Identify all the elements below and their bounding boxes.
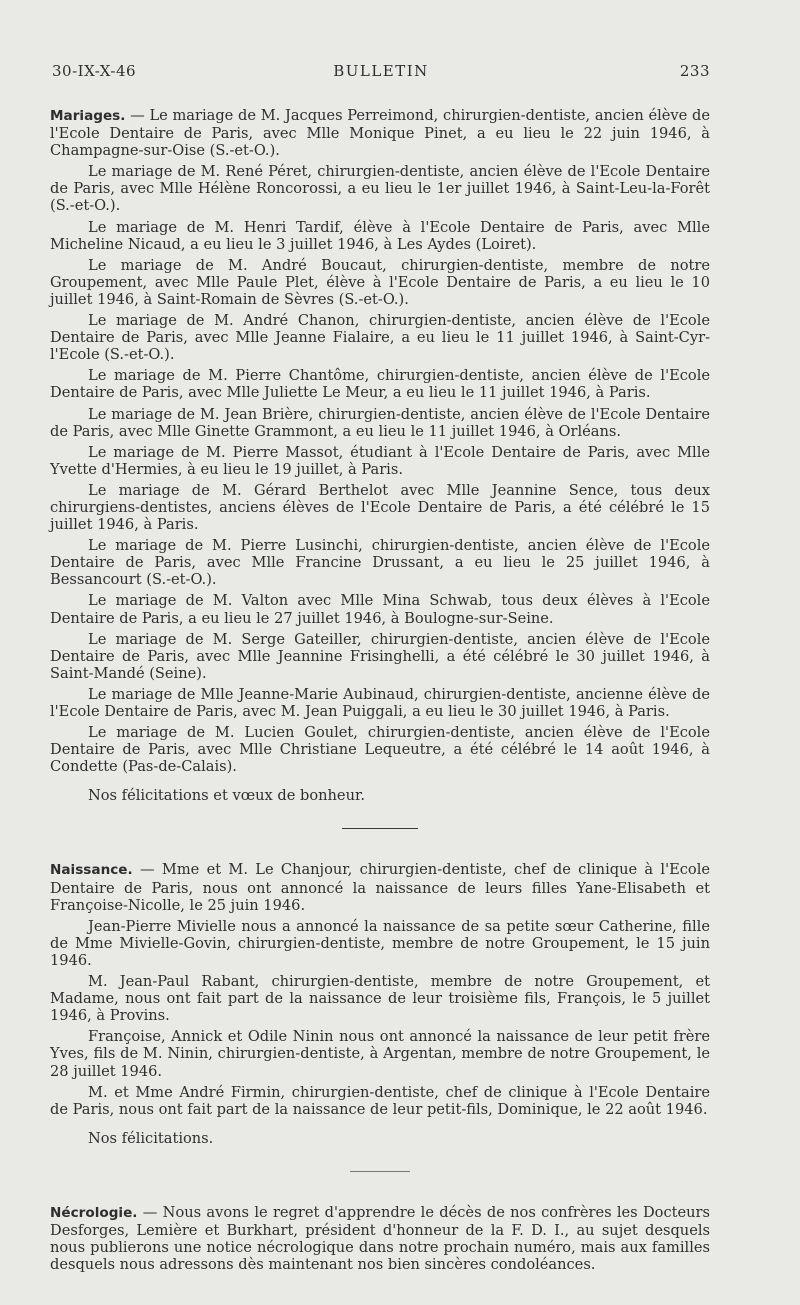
mariages-paragraph: Le mariage de M. Valton avec Mlle Mina Schwab, tous deux élèves à l'Ecole Dentaire de Paris, a eu lieu le 27 juillet 1946, à Boulogne-sur-Seine. <box>50 592 710 627</box>
naissance-paragraph: Françoise, Annick et Odile Ninin nous ont annoncé la naissance de leur petit frère Yves, fils de M. Ninin, chirurgien-dentiste, à Argentan, membre de notre Groupement, le 28 juillet 1946. <box>50 1028 710 1080</box>
page-header <box>52 62 710 84</box>
document-body: Mariages. — Le mariage de M. Jacques Perreimond, chirurgien-dentiste, ancien élève de l'Ecole Dentaire de Paris, avec Mlle Monique Pinet, a eu lieu le 22 juin 1946, à Champagne-sur-Oise (S.-et-O.). Le mariage de M. René Péret, chirurgien-dentiste, ancien élève de l'Ecole Dentaire de Paris, avec Mlle Hélène Roncorossi, a eu lieu le 1er juillet 1946, à Saint-Leu-la-Forêt (S.-et-O.). Le mariage de M. Henri Tardif, élève à l'Ecole Dentaire de Paris, avec Mlle Micheline Nicaud, a eu lieu le 3 juillet 1946, à Les Aydes (Loiret). Le mariage de M. André Boucaut, chirurgien-dentiste, membre de notre Groupement, avec Mlle Paule Plet, élève à l'Ecole Dentaire de Paris, a eu lieu le 10 juillet 1946, à Saint-Romain de Sèvres (S.-et-O.). Le mariage de M. André Chanon, chirurgien-dentiste, ancien élève de l'Ecole Dentaire de Paris, avec Mlle Jeanne Fialaire, a eu lieu le 11 juillet 1946, à Saint-Cyr-l'Ecole (S.-et-O.). Le mariage de M. Pierre Chantôme, chirurgien-dentiste, ancien élève de l'Ecole Dentaire de Paris, avec Mlle Juliette Le Meur, a eu lieu le 11 juillet 1946, à Paris. Le mariage de M. Jean Brière, chirurgien-dentiste, ancien élève de l'Ecole Dentaire de Paris, avec Mlle Ginette Grammont, a eu lieu le 11 juillet 1946, à Orléans. Le mariage de M. Pierre Massot, étudiant à l'Ecole Dentaire de Paris, avec Mlle Yvette d'Hermies, à eu lieu le 19 juillet, à Paris. Le mariage de M. Gérard Berthelot avec Mlle Jeannine Sence, tous deux chirurgiens-dentistes, anciens élèves de l'Ecole Dentaire de Paris, a été célébré le 15 juillet 1946, à Paris. Le mariage de M. Pierre Lusinchi, chirurgien-dentiste, ancien élève de l'Ecole Dentaire de Paris, avec Mlle Francine Drussant, a eu lieu le 25 juillet 1946, à Bessancourt (S.-et-O.). Le mariage de M. Valton avec Mlle Mina Schwab, tous deux élèves à l'Ecole Dentaire de Paris, a eu lieu le 27 juillet 1946, à Boulogne-sur-Seine. Le mariage de M. Serge Gateiller, chirurgien-dentiste, ancien élève de l'Ecole Dentaire de Paris, avec Mlle Jeannine Frisinghelli, a été célébré le 30 juillet 1946, à Saint-Mandé (Seine). Le mariage de Mlle Jeanne-Marie Aubinaud, chirurgien-dentiste, ancienne élève de l'Ecole Dentaire de Paris, avec M. Jean Puiggali, a eu lieu le 30 juillet 1946, à Paris. Le mariage de M. Lucien Goulet, chirurgien-dentiste, ancien élève de l'Ecole Dentaire de Paris, avec Mlle Christiane Lequeutre, a été célébré le 14 août 1946, à Condette (Pas-de-Calais). Nos félicitations et vœux de bonheur. Naissance. — Mme et M. Le Chanjour, chirurgien-dentiste, chef de clinique à l'Ecole Dentaire de Paris, nous ont annoncé la naissance de leurs filles Yane-Elisabeth et Françoise-Nicolle, le 25 juin 1946. Jean-Pierre Mivielle nous a annoncé la naissance de sa petite sœur Catherine, fille de Mme Mivielle-Govin, chirurgien-dentiste, membre de notre Groupement, le 15 juin 1946. M. Jean-Paul Rabant, chirurgien-dentiste, membre de notre Groupement, et Madame, nous ont fait part de la naissance de leur troisième fils, François, le 5 juillet 1946, à Provins. Françoise, Annick et Odile Ninin nous ont annoncé la naissance de leur petit frère Yves, fils de M. Ninin, chirurgien-dentiste, à Argentan, membre de notre Groupement, le 28 juillet 1946. M. et Mme André Firmin, chirurgien-dentiste, chef de clinique à l'Ecole Dentaire de Paris, nous ont fait part de la naissance de leur petit-fils, Dominique, le 22 août 1946. Nos félicitations. Nécrologie. — Nous avons le regret d'apprendre le décès de nos confrères les Docteurs Desforges, Lemière et Burkhart, président d'honneur de la F. D. I., au sujet desquels nous publierons une notice nécrologique dans notre prochain numéro, mais aux familles desquels nous adressons dès maintenant nos bien sincères condoléances. <box>50 107 710 1274</box>
naissance-paragraph: M. et Mme André Firmin, chirurgien-dentiste, chef de clinique à l'Ecole Dentaire de Paris, nous ont fait part de la naissance de leur petit-fils, Dominique, le 22 août 1946. <box>50 1083 710 1118</box>
mariages-paragraph: Le mariage de M. Lucien Goulet, chirurgien-dentiste, ancien élève de l'Ecole Dentaire de Paris, avec Mlle Christiane Lequeutre, a été célébré le 14 août 1946, à Condette (Pas-de-Calais). <box>50 724 710 776</box>
mariages-paragraph: Le mariage de M. Henri Tardif, élève à l'Ecole Dentaire de Paris, avec Mlle Micheline Nicaud, a eu lieu le 3 juillet 1946, à Les Aydes (Loiret). <box>50 218 710 253</box>
naissance-heading: Naissance. <box>50 862 133 879</box>
section-divider <box>350 1171 410 1172</box>
mariages-paragraph: Le mariage de M. Jean Brière, chirurgien-dentiste, ancien élève de l'Ecole Dentaire de Paris, avec Mlle Ginette Grammont, a eu lieu le 11 juillet 1946, à Orléans. <box>50 405 710 440</box>
mariages-paragraph: Le mariage de M. René Péret, chirurgien-dentiste, ancien élève de l'Ecole Dentaire de Paris, avec Mlle Hélène Roncorossi, a eu lieu le 1er juillet 1946, à Saint-Leu-la-Forêt (S.-et-O.). <box>50 163 710 215</box>
issue-date: 30-IX-X-46 <box>52 62 137 80</box>
mariages-paragraph: Le mariage de M. Pierre Massot, étudiant à l'Ecole Dentaire de Paris, avec Mlle Yvette d'Hermies, à eu lieu le 19 juillet, à Paris. <box>50 443 710 478</box>
mariages-closing: Nos félicitations et vœux de bonheur. <box>88 787 365 805</box>
mariages-paragraph: Le mariage de M. Serge Gateiller, chirurgien-dentiste, ancien élève de l'Ecole Dentaire de Paris, avec Mlle Jeannine Frisinghelli, a été célébré le 30 juillet 1946, à Saint-Mandé (Seine). <box>50 630 710 682</box>
necrologie-heading: Nécrologie. <box>50 1204 138 1221</box>
naissance-closing: Nos félicitations. <box>88 1129 214 1147</box>
mariages-paragraph: Le mariage de M. André Chanon, chirurgien-dentiste, ancien élève de l'Ecole Dentaire de Paris, avec Mlle Jeanne Fialaire, a eu lieu le 11 juillet 1946, à Saint-Cyr-l'Ecole (S.-et-O.). <box>50 312 710 364</box>
bulletin-title: BULLETIN <box>333 62 429 80</box>
mariages-paragraph: Le mariage de M. André Boucaut, chirurgien-dentiste, membre de notre Groupement, avec Mlle Paule Plet, élève à l'Ecole Dentaire de Paris, a eu lieu le 10 juillet 1946, à Saint-Romain de Sèvres (S.-et-O.). <box>50 256 710 308</box>
naissance-paragraph: M. Jean-Paul Rabant, chirurgien-dentiste, membre de notre Groupement, et Madame, nous ont fait part de la naissance de leur troisième fils, François, le 5 juillet 1946, à Provins. <box>50 973 710 1025</box>
mariages-paragraph: Le mariage de Mlle Jeanne-Marie Aubinaud, chirurgien-dentiste, ancienne élève de l'Ecole Dentaire de Paris, avec M. Jean Puiggali, a eu lieu le 30 juillet 1946, à Paris. <box>50 685 710 720</box>
section-divider <box>342 828 418 829</box>
naissance-paragraph: Jean-Pierre Mivielle nous a annoncé la naissance de sa petite sœur Catherine, fille de Mme Mivielle-Govin, chirurgien-dentiste, membre de notre Groupement, le 15 juin 1946. <box>50 917 710 969</box>
mariages-heading: Mariages. <box>50 108 126 124</box>
mariages-paragraph: Le mariage de M. Pierre Chantôme, chirurgien-dentiste, ancien élève de l'Ecole Dentaire de Paris, avec Mlle Juliette Le Meur, a eu lieu le 11 juillet 1946, à Paris. <box>50 367 710 402</box>
page-number: 233 <box>679 62 710 80</box>
mariages-paragraph: Le mariage de M. Gérard Berthelot avec Mlle Jeannine Sence, tous deux chirurgiens-dentistes, anciens élèves de l'Ecole Dentaire de Paris, a été célébré le 15 juillet 1946, à Paris. <box>50 481 710 534</box>
mariages-paragraph: Le mariage de M. Pierre Lusinchi, chirurgien-dentiste, ancien élève de l'Ecole Dentaire de Paris, avec Mlle Francine Drussant, a eu lieu le 25 juillet 1946, à Bessancourt (S.-et-O.). <box>50 537 710 589</box>
